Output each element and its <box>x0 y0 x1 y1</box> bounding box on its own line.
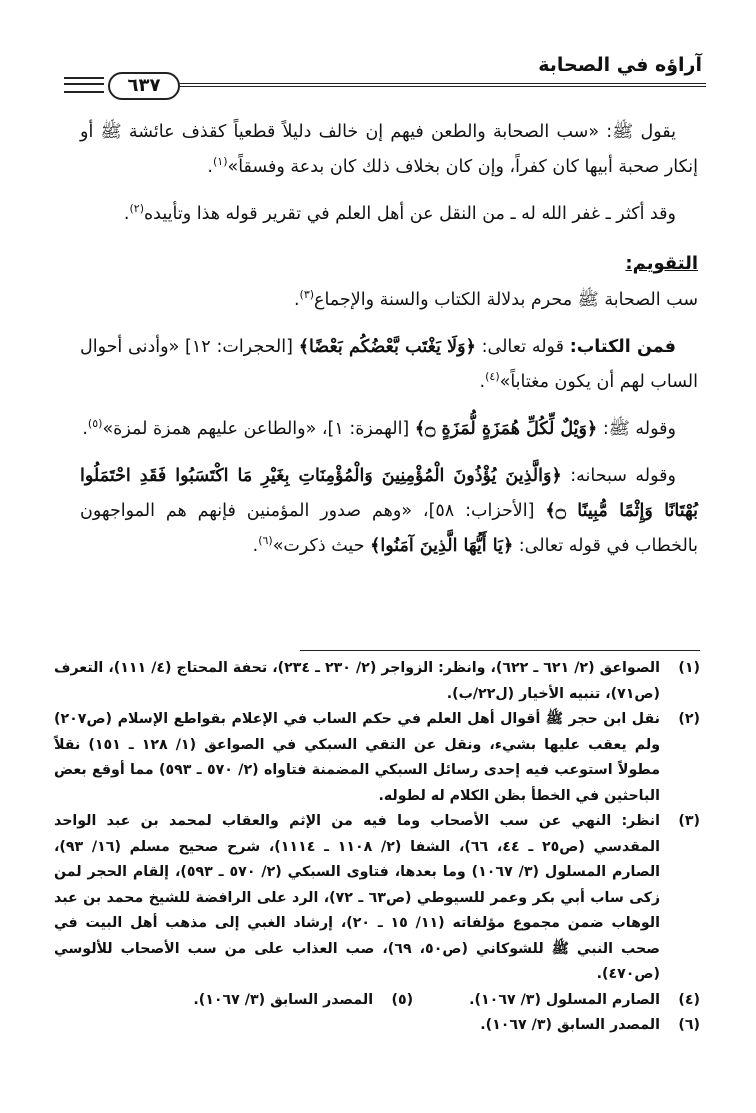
paragraph-6-text-a: وقوله سبحانه: <box>561 466 676 486</box>
quran-verse-2: ﴿وَيْلٌ لِّكُلِّ هُمَزَةٍ لُّمَزَةٍ ۝﴾ <box>414 419 598 439</box>
footnote-ref-2: (٢) <box>129 202 144 216</box>
paragraph-4-text-a: قوله تعالى: <box>475 337 570 357</box>
paragraph-6-text-b: [الأحزاب: ٥٨]، «وهم صدور المؤمنين فإنهم هم المواجهون بالخطاب في قوله تعالى: <box>80 501 698 556</box>
running-header-title: آراؤه في الصحابة <box>538 54 702 76</box>
section-heading: التقويم: <box>625 253 698 274</box>
header-ornament <box>64 77 104 93</box>
footnote-number: (٥) <box>391 991 414 1008</box>
paragraph-5-text-a: وقوله ﷺ: <box>597 419 676 439</box>
footnote-ref-5: (٥) <box>87 417 103 431</box>
paragraph-3-text: سب الصحابة ﷺ محرم بدلالة الكتاب والسنة والإجماع <box>314 290 698 310</box>
footnotes <box>54 656 700 1039</box>
paragraph-6 <box>80 459 698 564</box>
footnote-text: الصواعق (٢/ ٦٢١ ـ ٦٢٢)، وانظر: الزواجر (٢/ ٢٣٠ ـ ٢٣٤)، تحفة المحتاج (٤/ ١١١)، التعرف (ص٧١)، تنبيه الأخيار (ل٢٢/ب). <box>54 660 660 702</box>
footnote-6 <box>54 1013 700 1039</box>
page-number: ٦٣٧ <box>108 72 180 100</box>
footnote-ref-4: (٤) <box>485 370 500 384</box>
footnote-text: المصدر السابق (٣/ ١٠٦٧). <box>480 1017 660 1033</box>
footnote-ref-6: (٦) <box>258 534 273 548</box>
paragraph-1 <box>80 115 698 185</box>
footnote-number: (٣) <box>678 813 700 829</box>
footnote-number: (٢) <box>678 711 700 727</box>
footnote-5 <box>193 988 413 1014</box>
paragraph-6-text-c: حيث ذكرت» <box>272 536 371 556</box>
footnote-text: المصدر السابق (٣/ ١٠٦٧). <box>193 991 374 1008</box>
footnote-ref-3: (٣) <box>299 288 315 302</box>
paragraph-4 <box>80 330 698 400</box>
footnote-ref-1: (١) <box>213 155 228 169</box>
quran-verse-1: ﴿وَلَا يَغْتَب بَّعْضُكُم بَعْضًا﴾ <box>298 337 476 357</box>
paragraph-3-end: . <box>293 290 300 310</box>
quran-verse-3: ﴿وَالَّذِينَ يُؤْذُونَ الْمُؤْمِنِينَ وَالْمُؤْمِنَاتِ بِغَيْرِ مَا اكْتَسَبُوا فَقَدِ احْتَمَلُوا بُهْتَانًا وَإِثْمًا مُّبِينًا ۝﴾ <box>80 466 698 521</box>
paragraph-5 <box>80 412 698 447</box>
paragraph-4-end: . <box>479 372 486 392</box>
paragraph-3 <box>80 283 698 318</box>
quran-verse-4: ﴿يَا أَيُّهَا الَّذِينَ آمَنُوا﴾ <box>370 536 514 556</box>
footnote-number: (٦) <box>678 1017 700 1033</box>
paragraph-5-text-b: [الهمزة: ١]، «والطاعن عليهم همزة لمزة» <box>102 419 415 439</box>
paragraph-2-end: . <box>123 204 130 224</box>
paragraph-5-end: . <box>82 419 88 439</box>
footnote-separator <box>300 650 700 651</box>
footnote-2 <box>54 707 700 809</box>
footnote-row-4-5 <box>54 988 700 1014</box>
main-text <box>80 115 698 576</box>
paragraph-1-end: . <box>207 157 213 177</box>
footnote-text: انظر: النهي عن سب الأصحاب وما فيه من الإثم والعقاب لمحمد بن عبد الواحد المقدسي (ص٢٥ ـ ٤٤، ٦٦)، الشفا (٢/ ١١٠٨ ـ ١١١٤)، شرح صحيح مسلم (١٦/ ٩٣)، الصارم المسلول (٣/ ١٠٦٧) وما بعدها، فتاوى السبكي (٢/ ٥٧٠ ـ ٥٩٣)، إلقام الحجر لمن زكى ساب أبي بكر وعمر للسيوطي (ص٦٣ ـ ٧٢)، الرد على الرافضة للشيخ محمد بن عبد الوهاب ضمن مجموع مؤلفاته (١١/ ١٥ ـ ٢٠)، إرشاد الغبي إلى مذهب أهل البيت في صحب النبي ﷺ للشوكاني (ص٥٠، ٦٩)، صب العذاب على من سب الأصحاب للألوسي (ص٤٧٠). <box>54 813 661 982</box>
header-rule <box>138 83 706 87</box>
footnote-number: (١) <box>678 660 700 676</box>
paragraph-6-end: . <box>252 536 259 556</box>
footnote-text: نقل ابن حجر ﷺ أقوال أهل العلم في حكم الساب في الإعلام بقواطع الإسلام (ص٢٠٧) ولم يعقب عليها بشيء، ونقل عن التقي السبكي في الصواعق (١/ ١٢٨ ـ ١٥١) نقلاً مطولاً استوعب فيه إحدى رسائل السبكي المضمنة فتاواه (٢/ ٥٧٠ ـ ٥٩٣) مما أوقع بعض الباحثين في الخطأ بظن الكلام له لطوله. <box>54 711 661 804</box>
footnote-text: الصارم المسلول (٣/ ١٠٦٧). <box>469 991 660 1008</box>
paragraph-4-text-b: [الحجرات: ١٢] «وأدنى أحوال الساب لهم أن يكون مغتاباً» <box>80 337 698 392</box>
paragraph-4-lead: فمن الكتاب: <box>569 337 676 357</box>
paragraph-2-text: وقد أكثر ـ غفر الله له ـ من النقل عن أهل العلم في تقرير قوله هذا وتأييده <box>143 204 676 224</box>
paragraph-1-text: يقول ﷺ: «سب الصحابة والطعن فيهم إن خالف دليلاً قطعياً كقذف عائشة ﷺ أو إنكار صحبة أبيها كان كفراً، وإن كان بخلاف ذلك كان بدعة وفسقاً» <box>80 122 698 177</box>
footnote-4 <box>469 988 700 1014</box>
paragraph-2 <box>80 197 698 232</box>
footnote-number: (٤) <box>678 991 700 1008</box>
footnote-1 <box>54 656 700 707</box>
footnote-3 <box>54 809 700 988</box>
